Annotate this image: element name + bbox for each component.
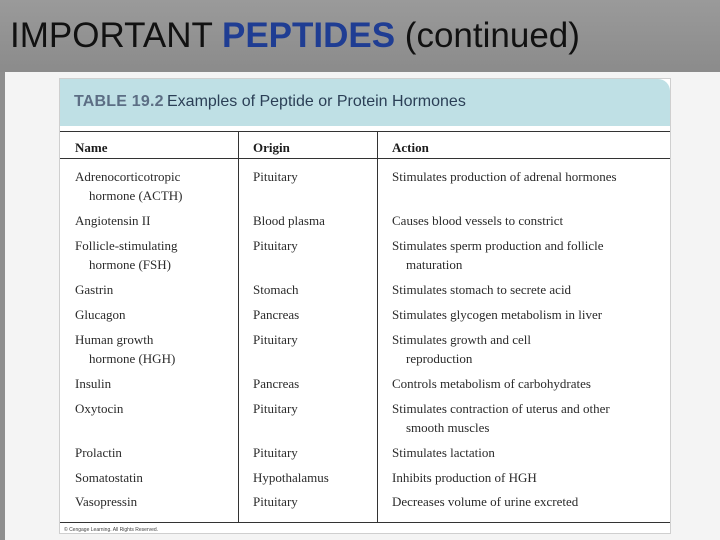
cell-origin — [253, 280, 299, 299]
cell-name-line: hormone (ACTH) — [89, 188, 183, 203]
cell-action-line: reproduction — [406, 351, 473, 366]
cell-origin — [253, 330, 298, 349]
cell-action — [392, 236, 604, 274]
cell-action-line: Stimulates growth and cell — [392, 332, 532, 347]
cell-origin-line: Pancreas — [253, 376, 300, 391]
cell-name — [75, 167, 183, 205]
cell-action — [392, 167, 617, 186]
cell-action — [392, 280, 571, 299]
cell-action-line: Stimulates production of adrenal hormones — [392, 169, 617, 184]
cell-origin-line: Pituitary — [253, 238, 298, 253]
cell-origin-line: Stomach — [253, 282, 299, 297]
table-figure — [59, 78, 671, 534]
table-header — [60, 79, 670, 126]
cell-origin — [253, 167, 298, 186]
cell-action — [392, 330, 531, 368]
cell-name — [75, 443, 122, 462]
cell-action — [392, 468, 537, 487]
cell-action-line: Stimulates stomach to secrete acid — [392, 282, 572, 297]
cell-action-line: maturation — [406, 257, 463, 272]
table-number: TABLE 19.2 — [74, 93, 164, 110]
cell-origin — [253, 399, 298, 418]
cell-action — [392, 399, 610, 437]
cell-action-line: Decreases volume of urine excreted — [392, 494, 579, 509]
cell-name-line: Vasopressin — [75, 494, 138, 509]
cell-action — [392, 305, 602, 324]
cell-action-line: Causes blood vessels to constrict — [392, 213, 564, 228]
cell-name — [75, 305, 126, 324]
cell-origin-line: Pituitary — [253, 401, 298, 416]
cell-name-line: Prolactin — [75, 445, 122, 460]
cell-origin — [253, 492, 298, 511]
cell-name-line: Somatostatin — [75, 470, 143, 485]
cell-name-line: hormone (FSH) — [89, 257, 171, 272]
column-divider — [238, 132, 239, 522]
cell-origin — [253, 374, 299, 393]
cell-name — [75, 399, 123, 418]
cell-origin-line: Pancreas — [253, 307, 300, 322]
cell-name-line: Angiotensin II — [75, 213, 151, 228]
cell-name-line: Gastrin — [75, 282, 114, 297]
cell-name-line: Follicle-stimulating — [75, 238, 178, 253]
cell-origin — [253, 236, 298, 255]
cell-origin — [253, 468, 329, 487]
cell-action-line: Inhibits production of HGH — [392, 470, 537, 485]
cell-action-line: Controls metabolism of carbohydrates — [392, 376, 591, 391]
slide-title — [10, 16, 580, 56]
cell-action-line: smooth muscles — [406, 420, 490, 435]
cell-action-line: Stimulates sperm production and follicle — [392, 238, 604, 253]
cell-name-line: Adrenocorticotropic — [75, 169, 181, 184]
column-header-origin: Origin — [253, 140, 290, 155]
cell-name-line: Glucagon — [75, 307, 126, 322]
cell-name — [75, 492, 137, 511]
cell-action-line: Stimulates lactation — [392, 445, 495, 460]
cell-action — [392, 374, 591, 393]
cell-origin-line: Pituitary — [253, 169, 298, 184]
column-header-name: Name — [75, 140, 108, 155]
cell-origin — [253, 443, 298, 462]
cell-name — [75, 374, 111, 393]
cell-action-line: Stimulates contraction of uterus and other — [392, 401, 610, 416]
title-suffix: (continued) — [395, 16, 580, 55]
copyright-note: © Cengage Learning. All Rights Reserved. — [64, 527, 159, 533]
title-highlight: PEPTIDES — [221, 16, 396, 55]
hormone-table — [60, 131, 670, 523]
cell-action-line: Stimulates glycogen metabolism in liver — [392, 307, 603, 322]
cell-origin — [253, 305, 299, 324]
cell-name — [75, 211, 150, 230]
cell-origin-line: Pituitary — [253, 494, 298, 509]
cell-name-line: Human growth — [75, 332, 154, 347]
header-rule — [60, 158, 670, 159]
cell-name-line: Insulin — [75, 376, 112, 391]
cell-name-line: hormone (HGH) — [89, 351, 176, 366]
cell-origin — [253, 211, 325, 230]
cell-action — [392, 211, 563, 230]
column-header-action: Action — [392, 140, 429, 155]
cell-origin-line: Pituitary — [253, 445, 298, 460]
cell-origin-line: Pituitary — [253, 332, 298, 347]
cell-name — [75, 468, 143, 487]
cell-action — [392, 492, 578, 511]
cell-origin-line: Blood plasma — [253, 213, 325, 228]
cell-action — [392, 443, 495, 462]
column-divider — [377, 132, 378, 522]
table-caption: Examples of Peptide or Protein Hormones — [167, 93, 466, 110]
title-prefix: IMPORTANT — [10, 16, 222, 55]
cell-name — [75, 236, 178, 274]
cell-origin-line: Hypothalamus — [253, 470, 329, 485]
cell-name — [75, 330, 175, 368]
cell-name — [75, 280, 113, 299]
cell-name-line: Oxytocin — [75, 401, 124, 416]
